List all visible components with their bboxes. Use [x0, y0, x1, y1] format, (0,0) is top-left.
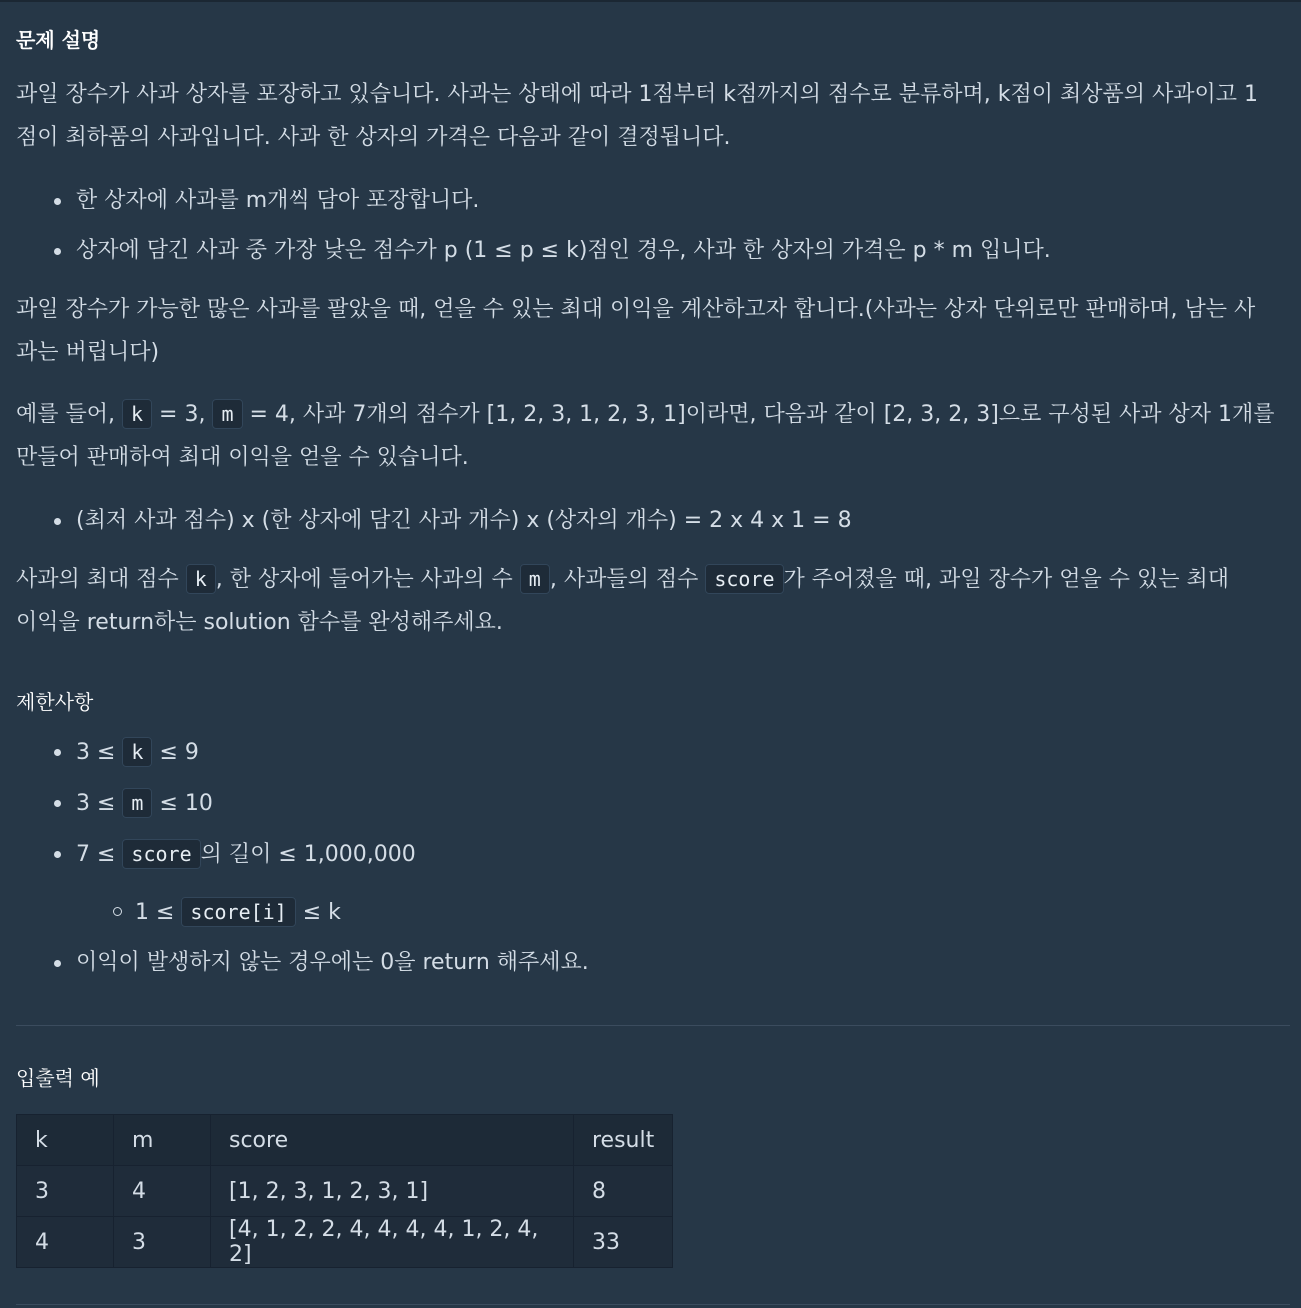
constraint-item: 이익이 발생하지 않는 경우에는 0을 return 해주세요.	[16, 938, 1286, 988]
section-title-constraints: 제한사항	[16, 690, 94, 714]
task-text: , 한 상자에 들어가는 사과의 수	[215, 567, 520, 592]
table-row	[17, 1166, 673, 1217]
formula-item: (최저 사과 점수) x (한 상자에 담긴 사과 개수) x (상자의 개수) = 2 x 4 x 1 = 8	[16, 496, 1286, 546]
header-cell-k: k	[17, 1115, 114, 1166]
table-cell: 8	[574, 1166, 673, 1217]
top-border	[0, 0, 1301, 2]
inline-code: m	[520, 564, 550, 594]
goal-line-2: 과는 버립니다)	[16, 340, 160, 365]
inline-code: m	[122, 788, 152, 818]
header-cell-m: m	[114, 1115, 211, 1166]
constraint-text: 3 ≤	[76, 791, 123, 816]
table-cell: 3	[17, 1166, 114, 1217]
table-cell: 3	[114, 1217, 211, 1268]
section-title-examples: 입출력 예	[16, 1066, 100, 1090]
constraint-subitem	[16, 887, 1286, 938]
task-text: 이익을 return하는 solution 함수를 완성해주세요.	[16, 610, 503, 635]
table-cell: 4	[114, 1166, 211, 1217]
header-cell-score: score	[211, 1115, 574, 1166]
rules-list	[16, 176, 1286, 276]
rule-item: 한 상자에 사과를 m개씩 담아 포장합니다.	[16, 176, 1286, 226]
rule-item: 상자에 담긴 사과 중 가장 낮은 점수가 p (1 ≤ p ≤ k)점인 경우, 사과 한 상자의 가격은 p * m 입니다.	[16, 226, 1286, 276]
constraint-text: ≤ 9	[152, 740, 199, 765]
problem-content	[16, 26, 1286, 988]
example-text: = 3,	[152, 402, 213, 427]
table-cell: 33	[574, 1217, 673, 1268]
bottom-divider	[16, 1304, 1290, 1305]
constraint-text: ≤ 10	[152, 791, 213, 816]
example-paragraph	[16, 393, 1286, 479]
constraint-text: ≤ k	[295, 900, 341, 925]
inline-code: score	[122, 839, 200, 869]
header-cell-result: result	[574, 1115, 673, 1166]
table-cell: [4, 1, 2, 2, 4, 4, 4, 4, 1, 2, 4, 2]	[211, 1217, 574, 1268]
intro-line-1: 과일 장수가 사과 상자를 포장하고 있습니다. 사과는 상태에 따라 1점부터 k점까지의 점수로 분류하며, k점이 최상품의 사과이고 1	[16, 82, 1258, 107]
examples-table	[16, 1114, 673, 1268]
section-divider	[16, 1025, 1290, 1026]
task-text: 사과의 최대 점수	[16, 567, 186, 592]
table-header-row	[17, 1115, 673, 1166]
inline-code: score	[705, 564, 783, 594]
inline-code: score[i]	[181, 897, 295, 927]
table-cell: 4	[17, 1217, 114, 1268]
constraint-text: 7 ≤	[76, 842, 123, 867]
example-text: 만들어 판매하여 최대 이익을 얻을 수 있습니다.	[16, 445, 469, 470]
formula-list	[16, 496, 1286, 546]
intro-paragraph	[16, 73, 1286, 159]
constraint-item	[16, 727, 1286, 778]
inline-code: k	[186, 564, 216, 594]
constraint-text: 3 ≤	[76, 740, 123, 765]
task-text: , 사과들의 점수	[549, 567, 706, 592]
constraint-item	[16, 829, 1286, 880]
example-text: 예를 들어,	[16, 402, 122, 427]
constraints-list	[16, 727, 1286, 988]
goal-paragraph	[16, 288, 1286, 374]
inline-code: m	[212, 399, 242, 429]
constraint-item	[16, 778, 1286, 829]
table-row	[17, 1217, 673, 1268]
inline-code: k	[122, 737, 152, 767]
table-cell: [1, 2, 3, 1, 2, 3, 1]	[211, 1166, 574, 1217]
constraint-text: 의 길이 ≤ 1,000,000	[200, 842, 416, 867]
goal-line-1: 과일 장수가 가능한 많은 사과를 팔았을 때, 얻을 수 있는 최대 이익을 계산하고자 합니다.(사과는 상자 단위로만 판매하며, 남는 사	[16, 297, 1256, 322]
inline-code: k	[122, 399, 152, 429]
example-text: = 4, 사과 7개의 점수가 [1, 2, 3, 1, 2, 3, 1]이라면, 다음과 같이 [2, 3, 2, 3]으로 구성된 사과 상자 1개를	[242, 402, 1275, 427]
intro-line-2: 점이 최하품의 사과입니다. 사과 한 상자의 가격은 다음과 같이 결정됩니다.	[16, 125, 731, 150]
task-paragraph	[16, 558, 1286, 644]
task-text: 가 주어졌을 때, 과일 장수가 얻을 수 있는 최대	[783, 567, 1230, 592]
section-title-description: 문제 설명	[16, 28, 101, 52]
constraint-text: 1 ≤	[135, 900, 182, 925]
